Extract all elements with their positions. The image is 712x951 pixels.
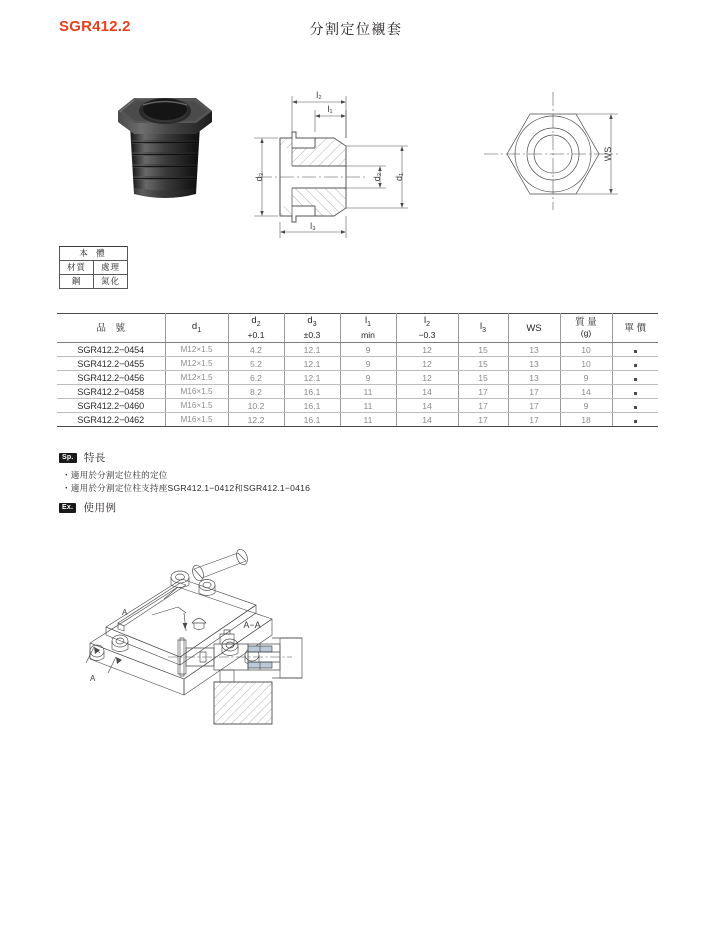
cell-l2: 14 — [396, 385, 458, 399]
cell-price — [612, 399, 658, 413]
cell-l2: 12 — [396, 343, 458, 357]
cell-ws: 13 — [508, 357, 560, 371]
cell-l1: 11 — [340, 385, 396, 399]
cell-d2: 5.2 — [228, 357, 284, 371]
cell-l1: 9 — [340, 343, 396, 357]
hex-end-view-drawing — [468, 78, 643, 223]
cell-d1: M12×1.5 — [165, 371, 228, 385]
cell-l3: 17 — [458, 399, 508, 413]
col-header-l3: $l_3$ — [458, 314, 508, 343]
table-header-row — [57, 314, 658, 343]
cell-d2: 12.2 — [228, 413, 284, 427]
page-header — [0, 18, 712, 48]
features-badge: Sp. — [59, 453, 77, 463]
col-header-d2: $d_2$ +0.1 — [228, 314, 284, 343]
specification-table — [57, 313, 658, 427]
cell-l1: 11 — [340, 413, 396, 427]
dim-label-d2: d₂ — [372, 172, 382, 182]
cell-d1: M12×1.5 — [165, 357, 228, 371]
feature-bullet: ・適用於分割定位柱支持座SGR412.1−0412和SGR412.1−0416 — [62, 483, 311, 493]
table-row — [57, 357, 658, 371]
col-header-part-no: 品 號 — [57, 314, 165, 343]
cell-d2: 8.2 — [228, 385, 284, 399]
cell-part: SGR412.2−0454 — [57, 343, 165, 357]
section-aa-label: A−A — [243, 620, 261, 630]
cell-part: SGR412.2−0458 — [57, 385, 165, 399]
features-bullet-list — [62, 469, 310, 495]
cell-l3: 15 — [458, 343, 508, 357]
cell-ws: 13 — [508, 371, 560, 385]
cell-d2: 6.2 — [228, 371, 284, 385]
cell-d1: M16×1.5 — [165, 385, 228, 399]
cell-d3: 12.1 — [284, 371, 340, 385]
material-col-material: 材質 — [60, 261, 94, 275]
col-header-l2: $l_2$ −0.3 — [396, 314, 458, 343]
cell-l1: 9 — [340, 357, 396, 371]
cell-price — [612, 385, 658, 399]
col-header-ws: WS — [508, 314, 560, 343]
price-dot — [634, 378, 637, 381]
cell-part: SGR412.2−0460 — [57, 399, 165, 413]
cell-ws: 17 — [508, 385, 560, 399]
cell-price — [612, 357, 658, 371]
price-dot — [634, 420, 637, 423]
price-dot — [634, 392, 637, 395]
cell-d1: M16×1.5 — [165, 413, 228, 427]
table-row — [57, 413, 658, 427]
cell-d3: 16.1 — [284, 399, 340, 413]
cell-part: SGR412.2−0455 — [57, 357, 165, 371]
cell-d3: 12.1 — [284, 357, 340, 371]
material-group-label: 本 體 — [60, 247, 128, 261]
cell-mass: 9 — [560, 399, 612, 413]
price-dot — [634, 364, 637, 367]
example-heading-label: 使用例 — [83, 502, 117, 514]
dim-label-d1: d₁ — [394, 172, 404, 182]
cell-mass: 14 — [560, 385, 612, 399]
table-row — [57, 343, 658, 357]
drawing-band — [0, 70, 712, 245]
table-body — [57, 343, 658, 427]
cell-mass: 9 — [560, 371, 612, 385]
cell-l1: 9 — [340, 371, 396, 385]
usage-arrow-label-a1: A — [122, 608, 128, 617]
cell-part: SGR412.2−0462 — [57, 413, 165, 427]
dim-label-l1: l₁ — [327, 104, 333, 114]
cell-d2: 10.2 — [228, 399, 284, 413]
table-row — [57, 399, 658, 413]
cell-l2: 14 — [396, 399, 458, 413]
cell-l3: 17 — [458, 385, 508, 399]
price-dot — [634, 350, 637, 353]
cell-mass: 10 — [560, 357, 612, 371]
col-header-mass: 質 量 (g) — [560, 314, 612, 343]
cell-ws: 17 — [508, 413, 560, 427]
table-row — [57, 371, 658, 385]
cell-ws: 17 — [508, 399, 560, 413]
dim-label-d3: d₃ — [254, 172, 264, 182]
material-value-material: 鋼 — [60, 275, 94, 289]
cell-price — [612, 413, 658, 427]
cell-ws: 13 — [508, 343, 560, 357]
example-heading — [59, 500, 117, 515]
cell-l3: 15 — [458, 371, 508, 385]
material-table — [59, 246, 128, 289]
cross-section-drawing — [236, 70, 436, 245]
cell-l1: 11 — [340, 399, 396, 413]
material-value-treatment: 氮化 — [94, 275, 128, 289]
cell-mass: 10 — [560, 343, 612, 357]
cell-d2: 4.2 — [228, 343, 284, 357]
product-code: SGR412.2 — [59, 18, 131, 35]
cell-part: SGR412.2−0456 — [57, 371, 165, 385]
table-row — [57, 385, 658, 399]
col-header-d3: $d_3$ ±0.3 — [284, 314, 340, 343]
cell-l3: 15 — [458, 357, 508, 371]
cell-d1: M16×1.5 — [165, 399, 228, 413]
cell-l3: 17 — [458, 413, 508, 427]
col-header-price: 單 價 — [612, 314, 658, 343]
cell-price — [612, 371, 658, 385]
cell-mass: 18 — [560, 413, 612, 427]
col-header-d1: $d_1$ — [165, 314, 228, 343]
cell-l2: 12 — [396, 357, 458, 371]
example-badge: Ex. — [59, 503, 76, 513]
dim-label-l3: l₃ — [310, 221, 316, 231]
col-header-l1: $l_1$ min — [340, 314, 396, 343]
cell-d1: M12×1.5 — [165, 343, 228, 357]
dim-label-l2: l₂ — [316, 90, 322, 100]
cell-d3: 12.1 — [284, 343, 340, 357]
cell-price — [612, 343, 658, 357]
product-photo — [104, 78, 226, 218]
cell-l2: 12 — [396, 371, 458, 385]
features-heading-label: 特長 — [83, 452, 106, 464]
features-heading — [59, 450, 106, 465]
cell-l2: 14 — [396, 413, 458, 427]
cell-d3: 16.1 — [284, 385, 340, 399]
page-title: 分割定位襯套 — [309, 21, 403, 37]
feature-bullet: ・適用於分割定位柱的定位 — [62, 470, 168, 480]
section-aa-drawing — [152, 616, 332, 731]
cell-d3: 16.1 — [284, 413, 340, 427]
material-col-treatment: 處理 — [94, 261, 128, 275]
usage-arrow-label-a2: A — [90, 674, 96, 683]
price-dot — [634, 406, 637, 409]
dim-label-ws: WS — [603, 146, 613, 162]
